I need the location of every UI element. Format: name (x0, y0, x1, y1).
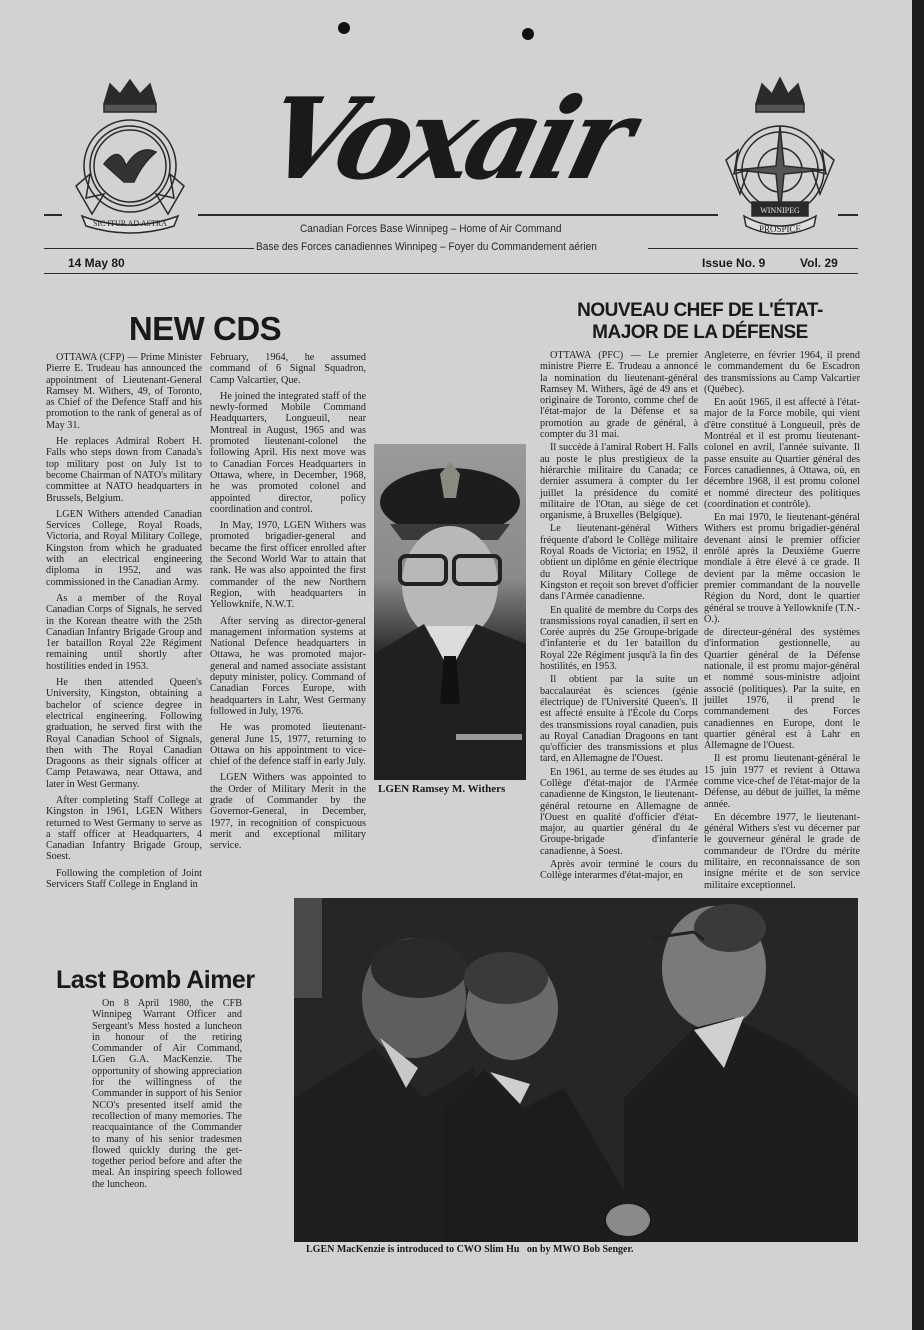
article-fr-column-1 (540, 350, 698, 887)
tagline-french: Base des Forces canadiennes Winnipeg – Foyer du Commandement aérien (256, 241, 597, 253)
paragraph: As a member of the Royal Canadian Corps of Signals, he served in the Korean theatre with the 25th Canadian Infantry Brigade Group and 1er bataillon Royal 22e Régiment remaining until shortly after hostilities ended in 1953. (46, 592, 202, 672)
article-en-column-1 (46, 352, 202, 895)
masthead-rule (838, 214, 858, 216)
paragraph: After serving as director-general management information systems at National Defence headquarters in Ottawa, he was promoted major-general and named associate assistant deputy minister, policy. Command of Canadian Forces Europe, with headquarters in Lahr, West Germany followed in July, 1976. (210, 615, 366, 717)
paragraph: He was promoted lieutenant-general June 15, 1977, returning to Ottawa on his appointment to vice-chief of the defence staff in early July. (210, 722, 366, 768)
crest-banner: WINNIPEG (760, 206, 800, 215)
crest-motto: SIC ITUR AD ASTRA (92, 219, 168, 228)
group-photo-caption: LGEN MacKenzie is introduced to CWO Slim Hu on by MWO Bob Senger. (306, 1244, 634, 1255)
headline-line: MAJOR DE LA DÉFENSE (592, 322, 808, 343)
paragraph: He then attended Queen's University, Kingston, obtaining a bachelor of science degree in electrical engineering. Following graduation, he served first with the Royal Canadian School of Signals, then with The Royal Canadian Dragoons as their signals officer at Camp Petawawa, near Ottawa, and later in West Germany. (46, 677, 202, 790)
paragraph: En qualité de membre du Corps des transmissions royal canadien, il sert en Corée auprès du 25e Groupe-brigade d'infanterie et du 1er bataillon du Royal 22e Régiment jusqu'à la fin des hostilités, en 1953. (540, 604, 698, 673)
paragraph: Après avoir terminé le cours du Collège interarmes d'état-major, en (540, 859, 698, 882)
punch-hole (338, 22, 350, 34)
article-fr-column-2 (704, 350, 860, 896)
paragraph: En août 1965, il est affecté à l'état-major de la Force mobile, qui vient d'être constitué à Longueuil, près de Montréal et il est promu lieutenant-colonel en avril, l'année suivante. Il passe ensuite au Quartier général des Forces canadiennes, à Ottawa, où, en décembre 1968, il est promu colonel et nommé directeur des politiques (coordination et contrôle). (704, 397, 860, 510)
masthead-rule (198, 214, 718, 216)
group-photo (294, 898, 858, 1242)
paragraph: Following the completion of Joint Servicers Staff College in England in (46, 867, 202, 891)
tagline-english: Canadian Forces Base Winnipeg – Home of Air Command (300, 223, 562, 235)
paragraph: On 8 April 1980, the CFB Winnipeg Warrant Officer and Sergeant's Mess hosted a luncheon in honour of the retiring Commander of Air Command, LGen G.A. MacKenzie. The opportunity of showing appreciation for the willingness of the Commander in support of his Senior NCO's presented itself amid the recollection of many memories. The reacquaintance of the Commander to many of his senior tradesmen flowed quickly during the get-together period before and after the meal. An inspiring speech followed the luncheon. (92, 998, 242, 1190)
paragraph: Il est promu lieutenant-général le 15 juin 1977 et revient à Ottawa comme vice-chef de l'état-major de la Défense, au début de juillet, la même année. (704, 753, 860, 810)
masthead-rule (44, 248, 254, 249)
group-photo-figures-icon (294, 898, 858, 1242)
air-command-crest-icon (64, 74, 196, 236)
paragraph: En mai 1970, le lieutenant-général Withers est promu brigadier-général devenant ainsi le premier officier enrôlé après la Deuxième Guerre mondiale à être élevé à ce grade. Il devient par la même occasion le premier commandant de la nouvelle Région du Nord, dont le quartier général se trouve à Yellowknife (T.N.-O.). (704, 512, 860, 625)
paragraph: OTTAWA (PFC) — Le premier ministre Pierre E. Trudeau a annoncé la nomination du lieutenant-général Ramsey M. Withers, âgé de 49 ans et originaire de Toronto, comme chef de l'état-major de la Défense et sa promotion au grade de général, à compter du 31 mai. (540, 350, 698, 441)
portrait-figure-icon (374, 444, 526, 780)
paragraph: de directeur-général des systèmes d'information gestionnelle, au Quartier général de la Défense nationale, il est promu major-général et nommé sous-ministre adjoint associé (politiques). Par la suite, en juillet 1976, il prend le commandement des Forces canadiennes en Europe, dont le quartier général est à Lahr en Allemagne de l'Ouest. (704, 627, 860, 752)
punch-hole (522, 28, 534, 40)
paragraph: Angleterre, en février 1964, il prend le commandement du 6e Escadron des transmissions au Camp Valcartier (Québec). (704, 350, 860, 395)
headline-new-cds: NEW CDS (128, 310, 282, 347)
article-en-column-2 (210, 352, 366, 856)
issue-number: Issue No. 9 (702, 256, 766, 270)
paragraph: After completing Staff College at Kingston in 1961, LGEN Withers returned to West Germany to serve as a staff officer at Headquarters, 4 Canadian Infantry Brigade Group, Soest. (46, 794, 202, 863)
headline-line: NOUVEAU CHEF DE L'ÉTAT- (577, 300, 823, 321)
cfb-winnipeg-crest-icon (718, 70, 842, 240)
masthead-logo: Voxair (251, 74, 641, 205)
volume-number: Vol. 29 (800, 256, 838, 270)
issue-date: 14 May 80 (68, 256, 125, 270)
paragraph: LGEN Withers attended Canadian Services College, Royal Roads, Victoria, and Royal Military College, Kingston from which he graduated with an electrical engineering diploma in 1952, and was commissioned in the Canadian Army. (46, 508, 202, 588)
paragraph: Il obtient par la suite un baccalauréat ès sciences (génie électrique) de l'Université Queen's. Il est affecté ensuite à l'École du Corps des transmissions royal canadien, puis au Royal Canadian Dragoons en tant qu'officier des transmissions et plus tard, en Allemagne de l'Ouest. (540, 674, 698, 765)
masthead-rule (648, 248, 858, 249)
paragraph: He replaces Admiral Robert H. Falls who steps down from Canada's top military post on July 1st to become Chairman of NATO's military committee at NATO headquarters in Brussels, Belgium. (46, 436, 202, 504)
paragraph: He joined the integrated staff of the newly-formed Mobile Command Headquarters, Longueuil, near Montreal in August, 1965 and was promoted lieutenant-colonel the following April. His next move was to Canadian Forces Headquarters in Ottawa, where, in December, 1968, he was promoted colonel and appointed director, policy coordination and control. (210, 390, 366, 515)
paragraph: In May, 1970, LGEN Withers was promoted brigadier-general and became the first officer enrolled after the Second World War to attain that rank. He was also appointed the first commander of the new Northern Region, with headquarters in Yellowknife, N.W.T. (210, 520, 366, 611)
masthead-rule (44, 273, 858, 274)
crest-motto: PROSPICE (758, 224, 802, 234)
masthead-rule (44, 214, 62, 216)
article-bomb-body (92, 998, 242, 1195)
paragraph: Le lieutenant-général Withers fréquente d'abord le Collège militaire Royal Roads de Victoria; en 1952, il obtient un diplôme en génie électrique du Royal Military College de Kingston et reçoit son brevet d'officier dans l'Armée canadienne. (540, 523, 698, 603)
headline-french (540, 300, 860, 344)
paragraph: OTTAWA (CFP) — Prime Minister Pierre E. Trudeau has announced the appointment of Lieutenant-General Ramsey M. Withers, 49, of Toronto, as Chief of the Defence Staff and his promotion to the rank of general as of May 31. (46, 352, 202, 431)
page-edge (912, 0, 924, 1330)
paragraph: Il succède à l'amiral Robert H. Falls au poste le plus prestigieux de la hiérarchie militaire du Canada; ce dernier assumera à compter du 1er juillet la présidence du comité militaire de l'Otan, au siège de cet organisme, à Bruxelles (Belgique). (540, 442, 698, 522)
portrait-caption: LGEN Ramsey M. Withers (378, 783, 506, 795)
paragraph: En 1961, au terme de ses études au Collège d'état-major de l'Armée canadienne de Kingston, le lieutenant-général retourne en Allemagne de l'Ouest en qualité d'officier d'état-major, au quartier général du 4e Groupe-brigade d'infanterie canadienne, à Soest. (540, 766, 698, 857)
paragraph: February, 1964, he assumed command of 6 Signal Squadron, Camp Valcartier, Que. (210, 352, 366, 386)
headline-last-bomb-aimer: Last Bomb Aimer (56, 966, 255, 994)
paragraph: En décembre 1977, le lieutenant-général Withers s'est vu décerner par le gouverneur général le grade de commandeur de l'Ordre du mérite militaire, en reconnaissance de son insigne mérite et de son service militaire exceptionnel. (704, 811, 860, 891)
paragraph: LGEN Withers was appointed to the Order of Military Merit in the grade of Commander by the Governor-General, in December, 1977, in recognition of conspicuous merit and exceptional military service. (210, 772, 366, 852)
portrait-photo (374, 444, 526, 780)
